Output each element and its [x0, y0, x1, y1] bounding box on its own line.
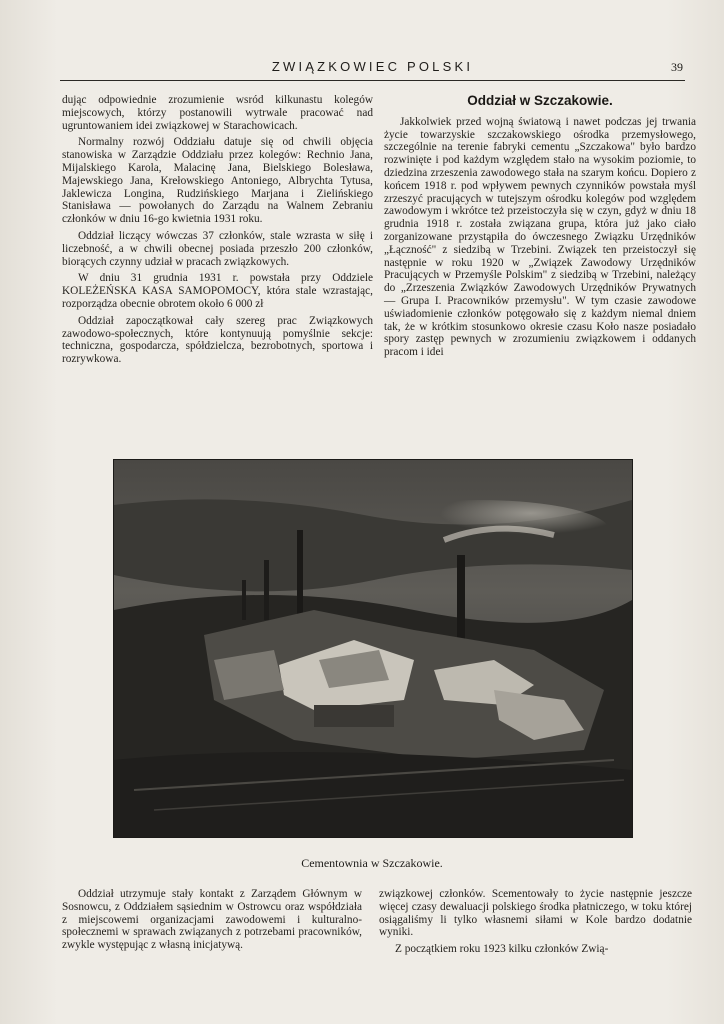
section-title: Oddział w Szczakowie. [467, 93, 613, 108]
paragraph: W dniu 31 grudnia 1931 r. powstała przy Oddziele KOLEŻEŃSKA KASA SAMOPOMOCY, która stale wzrastając, rozporządza obecnie obrotem około 6 000 zł [62, 272, 373, 310]
paragraph: Z początkiem roku 1923 kilku członków Zwią- [395, 943, 609, 956]
paragraph: związkowej członków. Scementowały to życie następnie jeszcze więcej czasy dewaluacji polskiego środka płatniczego, w toku której osiągaliśmy li tylko własnemi siłami w Kole bardzo dodatnie wyniki. [379, 888, 692, 939]
paragraph: Oddział utrzymuje stały kontakt z Zarządem Głównym w Sosnowcu, z Oddziałem sąsiednim w Ostrowcu oraz współdziała z miejscowemi organizacjami zawodowemi i kulturalno-społecznemi w sprawach związanych z potrzebami pracowników, zwykle występując z własną inicjatywą. [62, 888, 362, 952]
magazine-title: ZWIĄZKOWIEC POLSKI [271, 59, 474, 74]
bottom-right-column [379, 888, 692, 960]
paragraph: dując odpowiednie zrozumienie wsród kilkunastu kolegów miejscowych, którzy postanowili wytrwale pracować nad ugruntowaniem idei związkowej w Starachowicach. [62, 94, 373, 132]
page-number: 39 [671, 60, 683, 74]
bottom-left-column [62, 888, 362, 956]
paragraph: Normalny rozwój Oddziału datuje się od chwili objęcia stanowiska w Zarządzie Oddziału przez kolegów: Rechnio Jana, Mijalskiego Karola, Malacinę Jana, Bielskiego Bolesława, Majewskiego Jana, Krełowskiego Antoniego, Albrychta Tytusa, Jaklewicza Longina, Rudzińskiego Marjana i Zielińskiego Stanisława — powołanych do Zarządu na Walnem Zebraniu członków w dniu 16-go kwietnia 1931 roku. [62, 136, 373, 226]
paragraph: Oddział zapoczątkował cały szereg prac Związkowych zawodowo-społecznych, które kontynuują pomyślnie sekcje: techniczna, gospodarcza, spółdzielcza, bezrobotnych, sportowa i rozrywkowa. [62, 314, 373, 366]
paragraph: Oddział liczący wówczas 37 członków, stale wzrasta w siłę i liczebność, a w chwili obecnej posiada przeszło 200 członków, biorących czynny udział w pracach związkowych. [62, 229, 373, 268]
photo-caption: Cementownia w Szczakowie. [301, 856, 443, 870]
paragraph: Jakkolwiek przed wojną światową i nawet podczas jej trwania życie towarzyskie szczakowskiego ośrodka przemysłowego, szczególnie na terenie fabryki cementu „Szczakowa" było bardzo rozwinięte i pod każdym względem stało na wysokim poziomie, to dziedzina zrzeszenia zawodowego stała na szarym końcu. Dopiero z końcem 1918 r. pod wpływem pewnych czynników powstała myśl zrzeszyć pracujących w tutejszym ośrodku kolegów pod względem zawodowym i wkrótce też przeistoczyła się w czyn, gdyż w dniu 18 grudnia 1918 r. została związana grupa, która już jako ciało zorganizowane przystąpiła do ówczesnego Związku Urzędników „Łączność" z siedzibą w Trzebini. Związek ten przeistoczył się następnie w roku 1920 w „Związek Zawodowy Urzędników Pracujących w Przemyśle Polskim" z siedzibą w Trzebini, należący do „Zrzeszenia Związków Zawodowych Urzędników Prywatnych — Grupa I. Pracowników przemysłu". W tym czasie zawodowe uświadomienie członków potęgowało się z każdym niemal dniem tak, że w krótkim stosunkowo okresie czasu Koło nasze posiadało spory zastęp pewnych w zrozumieniu związkowem i oddanych pracom i idei [384, 115, 696, 359]
page-header [60, 58, 685, 81]
right-column [384, 94, 696, 363]
factory-photo [113, 459, 633, 838]
left-column [62, 94, 373, 370]
